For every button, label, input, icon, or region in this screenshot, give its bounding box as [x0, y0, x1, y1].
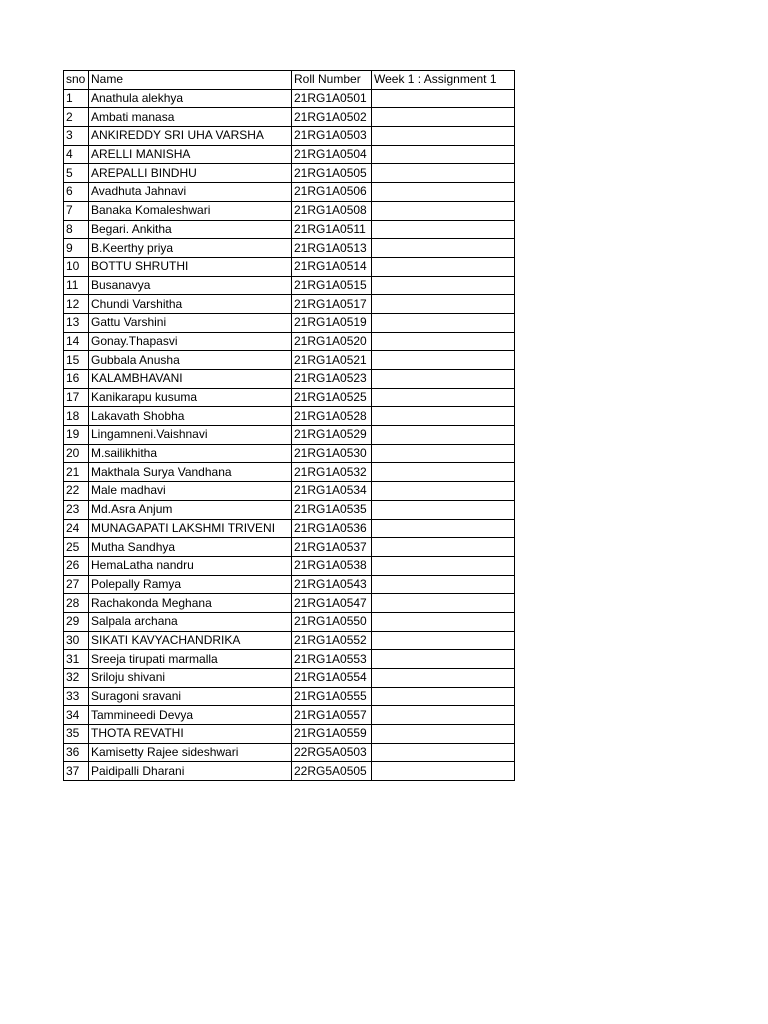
table-row — [64, 687, 515, 706]
cell-sno: 26 — [64, 556, 89, 575]
table-row — [64, 239, 515, 258]
cell-sno: 14 — [64, 332, 89, 351]
table-row — [64, 407, 515, 426]
cell-week-1-assignment — [372, 239, 515, 258]
cell-sno: 19 — [64, 426, 89, 445]
cell-roll-number: 21RG1A0557 — [292, 706, 372, 725]
cell-week-1-assignment — [372, 762, 515, 781]
cell-week-1-assignment — [372, 407, 515, 426]
cell-roll-number: 21RG1A0508 — [292, 201, 372, 220]
cell-sno: 15 — [64, 351, 89, 370]
cell-roll-number: 21RG1A0553 — [292, 650, 372, 669]
cell-week-1-assignment — [372, 706, 515, 725]
cell-sno: 17 — [64, 388, 89, 407]
cell-sno: 30 — [64, 631, 89, 650]
cell-roll-number: 21RG1A0515 — [292, 276, 372, 295]
cell-sno: 33 — [64, 687, 89, 706]
cell-week-1-assignment — [372, 426, 515, 445]
cell-sno: 2 — [64, 108, 89, 127]
cell-week-1-assignment — [372, 669, 515, 688]
table-row — [64, 164, 515, 183]
cell-roll-number: 22RG5A0505 — [292, 762, 372, 781]
cell-roll-number: 21RG1A0538 — [292, 556, 372, 575]
cell-week-1-assignment — [372, 575, 515, 594]
cell-name: Salpala archana — [89, 612, 292, 631]
cell-roll-number: 21RG1A0513 — [292, 239, 372, 258]
table-row — [64, 538, 515, 557]
cell-roll-number: 21RG1A0535 — [292, 500, 372, 519]
cell-week-1-assignment — [372, 650, 515, 669]
cell-week-1-assignment — [372, 108, 515, 127]
cell-name: MUNAGAPATI LAKSHMI TRIVENI — [89, 519, 292, 538]
cell-sno: 3 — [64, 127, 89, 146]
cell-name: Paidipalli Dharani — [89, 762, 292, 781]
cell-name: Polepally Ramya — [89, 575, 292, 594]
table-row — [64, 89, 515, 108]
header-row — [64, 71, 515, 90]
cell-roll-number: 21RG1A0532 — [292, 463, 372, 482]
table-row — [64, 332, 515, 351]
cell-name: Mutha Sandhya — [89, 538, 292, 557]
cell-week-1-assignment — [372, 388, 515, 407]
cell-sno: 6 — [64, 183, 89, 202]
header-name: Name — [89, 71, 292, 90]
cell-roll-number: 21RG1A0530 — [292, 444, 372, 463]
table-row — [64, 519, 515, 538]
header-week-1-assignment: Week 1 : Assignment 1 — [372, 71, 515, 90]
cell-sno: 18 — [64, 407, 89, 426]
cell-name: Male madhavi — [89, 482, 292, 501]
cell-name: Banaka Komaleshwari — [89, 201, 292, 220]
table-row — [64, 575, 515, 594]
cell-roll-number: 21RG1A0520 — [292, 332, 372, 351]
cell-week-1-assignment — [372, 519, 515, 538]
cell-sno: 4 — [64, 145, 89, 164]
cell-week-1-assignment — [372, 612, 515, 631]
cell-week-1-assignment — [372, 201, 515, 220]
cell-name: KALAMBHAVANI — [89, 370, 292, 389]
cell-sno: 12 — [64, 295, 89, 314]
cell-week-1-assignment — [372, 332, 515, 351]
cell-sno: 34 — [64, 706, 89, 725]
cell-roll-number: 21RG1A0521 — [292, 351, 372, 370]
cell-name: Md.Asra Anjum — [89, 500, 292, 519]
cell-week-1-assignment — [372, 482, 515, 501]
cell-name: Lakavath Shobha — [89, 407, 292, 426]
table-row — [64, 556, 515, 575]
table-row — [64, 669, 515, 688]
cell-name: Anathula alekhya — [89, 89, 292, 108]
table-row — [64, 370, 515, 389]
cell-sno: 1 — [64, 89, 89, 108]
cell-week-1-assignment — [372, 164, 515, 183]
cell-name: SIKATI KAVYACHANDRIKA — [89, 631, 292, 650]
cell-sno: 28 — [64, 594, 89, 613]
cell-name: Lingamneni.Vaishnavi — [89, 426, 292, 445]
header-sno: sno — [64, 71, 89, 90]
table-row — [64, 743, 515, 762]
table-row — [64, 201, 515, 220]
cell-roll-number: 21RG1A0559 — [292, 725, 372, 744]
cell-name: Makthala Surya Vandhana — [89, 463, 292, 482]
cell-sno: 16 — [64, 370, 89, 389]
cell-roll-number: 21RG1A0555 — [292, 687, 372, 706]
cell-sno: 24 — [64, 519, 89, 538]
cell-sno: 8 — [64, 220, 89, 239]
cell-roll-number: 21RG1A0503 — [292, 127, 372, 146]
cell-roll-number: 21RG1A0550 — [292, 612, 372, 631]
table-row — [64, 295, 515, 314]
cell-week-1-assignment — [372, 631, 515, 650]
table-row — [64, 313, 515, 332]
table-row — [64, 612, 515, 631]
cell-sno: 13 — [64, 313, 89, 332]
cell-week-1-assignment — [372, 89, 515, 108]
cell-roll-number: 21RG1A0514 — [292, 257, 372, 276]
cell-roll-number: 21RG1A0529 — [292, 426, 372, 445]
cell-sno: 7 — [64, 201, 89, 220]
cell-week-1-assignment — [372, 594, 515, 613]
cell-name: Sriloju shivani — [89, 669, 292, 688]
table-row — [64, 706, 515, 725]
cell-sno: 36 — [64, 743, 89, 762]
cell-sno: 31 — [64, 650, 89, 669]
table-row — [64, 631, 515, 650]
cell-name: Gattu Varshini — [89, 313, 292, 332]
header-roll-number: Roll Number — [292, 71, 372, 90]
cell-name: B.Keerthy priya — [89, 239, 292, 258]
cell-roll-number: 21RG1A0528 — [292, 407, 372, 426]
cell-name: Kanikarapu kusuma — [89, 388, 292, 407]
cell-roll-number: 21RG1A0523 — [292, 370, 372, 389]
cell-week-1-assignment — [372, 500, 515, 519]
cell-roll-number: 21RG1A0525 — [292, 388, 372, 407]
cell-sno: 9 — [64, 239, 89, 258]
cell-roll-number: 21RG1A0543 — [292, 575, 372, 594]
cell-sno: 20 — [64, 444, 89, 463]
cell-roll-number: 21RG1A0506 — [292, 183, 372, 202]
cell-name: Sreeja tirupati marmalla — [89, 650, 292, 669]
table-row — [64, 108, 515, 127]
cell-name: Kamisetty Rajee sideshwari — [89, 743, 292, 762]
cell-sno: 10 — [64, 257, 89, 276]
cell-roll-number: 21RG1A0547 — [292, 594, 372, 613]
cell-name: Ambati manasa — [89, 108, 292, 127]
cell-name: Begari. Ankitha — [89, 220, 292, 239]
cell-sno: 29 — [64, 612, 89, 631]
cell-name: Busanavya — [89, 276, 292, 295]
cell-sno: 5 — [64, 164, 89, 183]
cell-week-1-assignment — [372, 313, 515, 332]
cell-name: THOTA REVATHI — [89, 725, 292, 744]
cell-week-1-assignment — [372, 295, 515, 314]
cell-name: HemaLatha nandru — [89, 556, 292, 575]
cell-sno: 35 — [64, 725, 89, 744]
cell-roll-number: 21RG1A0501 — [292, 89, 372, 108]
table-row — [64, 426, 515, 445]
cell-sno: 27 — [64, 575, 89, 594]
cell-name: Gonay.Thapasvi — [89, 332, 292, 351]
cell-sno: 37 — [64, 762, 89, 781]
cell-sno: 21 — [64, 463, 89, 482]
table-row — [64, 463, 515, 482]
cell-sno: 32 — [64, 669, 89, 688]
table-row — [64, 276, 515, 295]
cell-roll-number: 21RG1A0519 — [292, 313, 372, 332]
cell-week-1-assignment — [372, 220, 515, 239]
cell-week-1-assignment — [372, 687, 515, 706]
table-row — [64, 762, 515, 781]
cell-sno: 22 — [64, 482, 89, 501]
cell-week-1-assignment — [372, 725, 515, 744]
cell-roll-number: 21RG1A0511 — [292, 220, 372, 239]
cell-name: ANKIREDDY SRI UHA VARSHA — [89, 127, 292, 146]
cell-roll-number: 21RG1A0517 — [292, 295, 372, 314]
cell-week-1-assignment — [372, 276, 515, 295]
cell-roll-number: 21RG1A0504 — [292, 145, 372, 164]
cell-roll-number: 21RG1A0502 — [292, 108, 372, 127]
table-row — [64, 145, 515, 164]
attendance-sheet — [63, 70, 515, 781]
cell-week-1-assignment — [372, 444, 515, 463]
cell-week-1-assignment — [372, 463, 515, 482]
cell-name: Avadhuta Jahnavi — [89, 183, 292, 202]
student-roster-table — [63, 70, 515, 781]
cell-name: AREPALLI BINDHU — [89, 164, 292, 183]
table-row — [64, 183, 515, 202]
cell-roll-number: 22RG5A0503 — [292, 743, 372, 762]
cell-roll-number: 21RG1A0534 — [292, 482, 372, 501]
cell-week-1-assignment — [372, 257, 515, 276]
cell-roll-number: 21RG1A0505 — [292, 164, 372, 183]
table-row — [64, 351, 515, 370]
cell-sno: 11 — [64, 276, 89, 295]
table-row — [64, 388, 515, 407]
cell-sno: 25 — [64, 538, 89, 557]
cell-name: Chundi Varshitha — [89, 295, 292, 314]
table-row — [64, 594, 515, 613]
cell-week-1-assignment — [372, 538, 515, 557]
cell-name: Tammineedi Devya — [89, 706, 292, 725]
cell-name: BOTTU SHRUTHI — [89, 257, 292, 276]
cell-name: Rachakonda Meghana — [89, 594, 292, 613]
cell-roll-number: 21RG1A0552 — [292, 631, 372, 650]
table-row — [64, 725, 515, 744]
table-row — [64, 650, 515, 669]
cell-week-1-assignment — [372, 145, 515, 164]
table-row — [64, 127, 515, 146]
cell-week-1-assignment — [372, 556, 515, 575]
cell-name: M.sailikhitha — [89, 444, 292, 463]
table-row — [64, 257, 515, 276]
cell-roll-number: 21RG1A0554 — [292, 669, 372, 688]
table-row — [64, 500, 515, 519]
cell-week-1-assignment — [372, 743, 515, 762]
cell-week-1-assignment — [372, 351, 515, 370]
table-row — [64, 444, 515, 463]
cell-sno: 23 — [64, 500, 89, 519]
table-row — [64, 220, 515, 239]
cell-name: ARELLI MANISHA — [89, 145, 292, 164]
roster-body — [64, 89, 515, 780]
cell-name: Suragoni sravani — [89, 687, 292, 706]
cell-week-1-assignment — [372, 370, 515, 389]
cell-roll-number: 21RG1A0537 — [292, 538, 372, 557]
cell-roll-number: 21RG1A0536 — [292, 519, 372, 538]
cell-week-1-assignment — [372, 127, 515, 146]
table-row — [64, 482, 515, 501]
cell-name: Gubbala Anusha — [89, 351, 292, 370]
cell-week-1-assignment — [372, 183, 515, 202]
